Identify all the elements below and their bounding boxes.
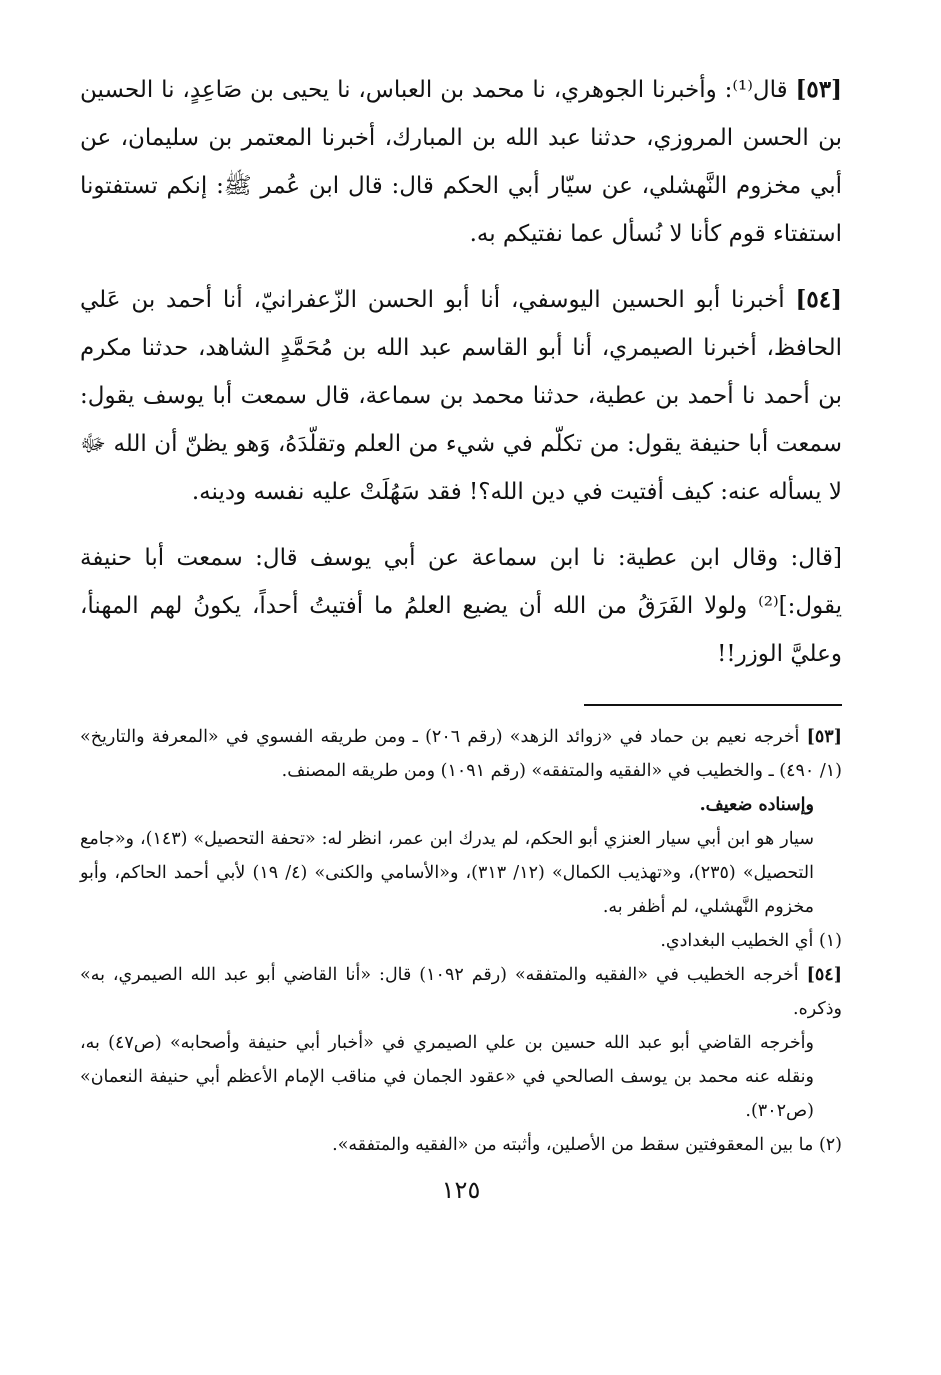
main-text xyxy=(80,66,842,678)
page-number: ١٢٥ xyxy=(441,1176,481,1204)
footnote-2 xyxy=(80,1128,842,1162)
footnote-text: ما بين المعقوفتين سقط من الأصلين، وأثبته من «الفقيه والمتفقه». xyxy=(332,1135,814,1155)
paragraph-54-continuation xyxy=(80,534,842,678)
paragraph-53 xyxy=(80,66,842,258)
paragraph-text: [قال: وقال ابن عطية: نا ابن سماعة عن أبي يوسف قال: سمعت أبا حنيفة يقول:]⁽²⁾ ولولا الفَرَقُ من الله أن يضيع العلمُ ما أفتيتُ أحداً، يكونُ لهم المهنأ، وعليَّ الوزر!! xyxy=(80,545,842,667)
footnote-label: (١) xyxy=(818,931,842,951)
footnote-1 xyxy=(80,924,842,958)
footnote-text: أخرجه نعيم بن حماد في «زوائد الزهد» (رقم ٢٠٦) ـ ومن طريقه الفسوي في «المعرفة والتاريخ» (١/ ٤٩٠) ـ والخطيب في «الفقيه والمتفقه» (رقم ١٠٩١) ومن طريقه المصنف. xyxy=(80,727,842,781)
footnote-label: [٥٤] xyxy=(806,965,842,985)
paragraph-number: [٥٣] xyxy=(795,76,843,103)
footnote-54-note xyxy=(80,1026,842,1128)
footnote-53 xyxy=(80,720,842,788)
footnote-text: أخرجه الخطيب في «الفقيه والمتفقه» (رقم ١٠٩٢) قال: «أنا القاضي أبو عبد الله الصيمري، به» وذكره. xyxy=(80,965,842,1019)
paragraph-text: قال⁽¹⁾: وأخبرنا الجوهري، نا محمد بن العباس، نا يحيى بن صَاعِدٍ، نا الحسين بن الحسن المروزي، حدثنا عبد الله بن المبارك، أخبرنا المعتمر بن سليمان، عن أبي مخزوم النَّهشلي، عن سيّار أبي الحكم قال: قال ابن عُمر ﷺ: إنكم تستفتونا استفتاء قوم كأنا لا نُسأل عما نفتيكم به. xyxy=(80,77,842,247)
paragraph-text: أخبرنا أبو الحسين اليوسفي، أنا أبو الحسن الزّعفرانيّ، أنا أحمد بن عَلي الحافظ، أخبرنا الصيمري، أنا أبو القاسم عبد الله بن مُحَمَّدٍ الشاهد، حدثنا مكرم بن أحمد نا أحمد بن عطية، حدثنا محمد بن سماعة، قال سمعت أبا يوسف يقول: سمعت أبا حنيفة يقول: من تكلّم في شيء من العلم وتقلّدَهُ، وَهو يظنّ أن الله ﷻ لا يسأله عنه: كيف أفتيت في دين الله؟! فقد سَهُلَتْ عليه نفسه ودينه. xyxy=(80,287,842,505)
footnote-separator xyxy=(584,704,842,706)
footnote-label: (٢) xyxy=(818,1135,842,1155)
footnote-grading xyxy=(80,788,842,822)
footnote-text: وإسناده ضعيف. xyxy=(699,795,814,815)
footnote-53-note xyxy=(80,822,842,924)
footnote-text: سيار هو ابن أبي سيار العنزي أبو الحكم، لم يدرك ابن عمر، انظر له: «تحفة التحصيل» (١٤٣)، و«جامع التحصيل» (٢٣٥)، و«تهذيب الكمال» (١٢/ ٣١٣)، و«الأسامي والكنى» (٤/ ١٩) لأبي أحمد الحاكم، وأبو مخزوم النَّهشلي، لم أظفر به. xyxy=(80,829,815,917)
footnote-text: أي الخطيب البغدادي. xyxy=(660,931,814,951)
footnote-54 xyxy=(80,958,842,1026)
footnote-text: وأخرجه القاضي أبو عبد الله حسين بن علي الصيمري في «أخبار أبي حنيفة وأصحابه» (ص٤٧) به، ونقله عنه محمد بن يوسف الصالحي في «عقود الجمان في مناقب الإمام الأعظم أبي حنيفة النعمان» (ص٣٠٢). xyxy=(80,1033,814,1121)
footnotes xyxy=(80,720,842,1162)
paragraph-54 xyxy=(80,276,842,516)
footnote-label: [٥٣] xyxy=(806,727,842,747)
document-page xyxy=(80,66,842,1204)
paragraph-number: [٥٤] xyxy=(795,286,843,313)
